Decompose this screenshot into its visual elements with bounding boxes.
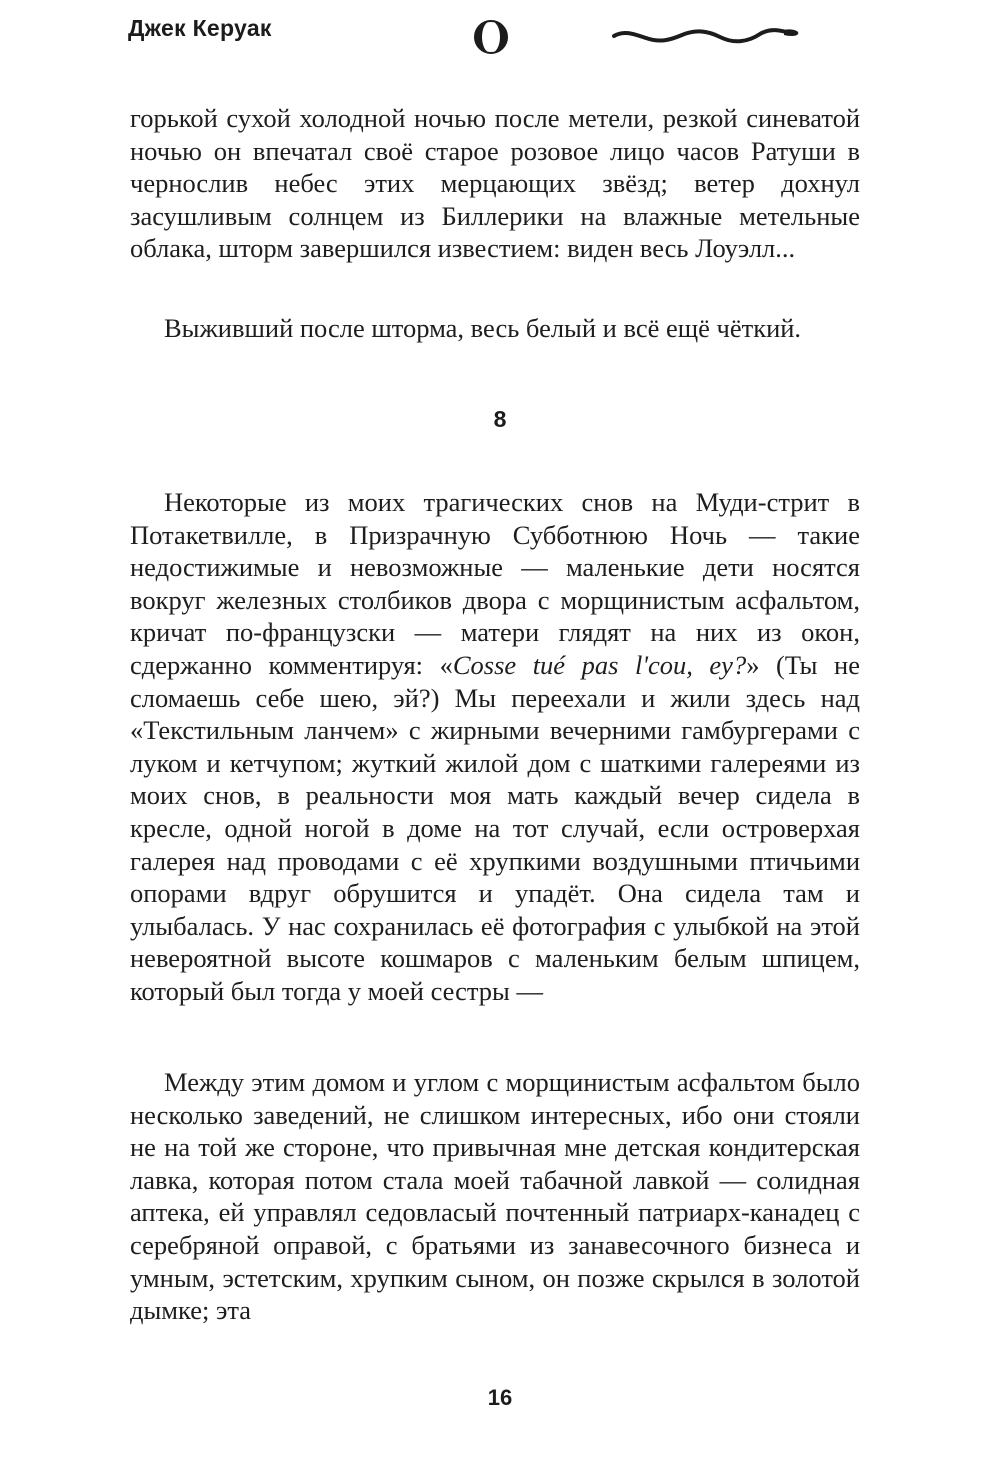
chapter-number: 8 [493,406,507,432]
paragraph-text: » (Ты не сломаешь себе шею, эй?) Мы переехали и жили здесь над «Текстильным ланчем» с жирными вечерними гамбургерами с луком и кетчупом; жуткий жилой дом с шаткими галереями из моих снов, в реальности моя мать каждый вечер сидела в кресле, одной ногой в доме на тот случай, если островерхая галерея над проводами с её хрупкими воздушными птичьими опорами вдруг обрушится и упадёт. Она сидела там и улыбалась. У нас сохранилась её фотография с улыбкой на этой невероятной высоте кошмаров с маленьким белым шпицем, который был тогда у моей сестры — [130,649,860,1006]
wave-ornament-icon [612,22,802,50]
closing-paragraph: Выживший после шторма, весь белый и всё ещё чёткий. [164,313,802,343]
author-name: Джек Керуак [128,15,272,41]
page-number: 16 [487,1385,513,1410]
running-header [0,0,1000,70]
continued-paragraph: горькой сухой холодной ночью после метели, резкой синеватой ночью он впечатал своё старое розовое лицо часов Ратуши в чернослив небес этих мерцающих звёзд; ветер дохнул засушливым солнцем из Биллерики на влажные метельные облака, шторм завершился известием: виден весь Лоуэлл... [130,103,860,264]
chapter-paragraph-2: Между этим домом и углом с морщинистым асфальтом было несколько заведений, не слишком интересных, ибо они стояли не на той же стороне, что привычная мне детская кондитерская лавка, которая потом стала моей табачной лавкой — солидная аптека, ей управлял седовласый почтенный патриарх-канадец с серебряной оправой, с братьями из занавесочного бизнеса и умным, эстетским, хрупким сыном, он позже скрылся в золотой дымке; эта [130,1067,860,1326]
chapter-paragraph-1 [130,486,860,1008]
half-moon-icon [473,19,509,55]
french-quote: Cosse tué pas l'cou, ey? [452,649,747,680]
paragraph-text: Некоторые из моих трагических снов на Муди-стрит в Потакетвилле, в Призрачную Субботнюю Ночь — такие недостижимые и невозможные — маленькие дети носятся вокруг железных столбиков двора с морщинистым асфальтом, кричат по-французски — матери глядят на них из окон, сдержанно комментируя: « [130,487,860,680]
